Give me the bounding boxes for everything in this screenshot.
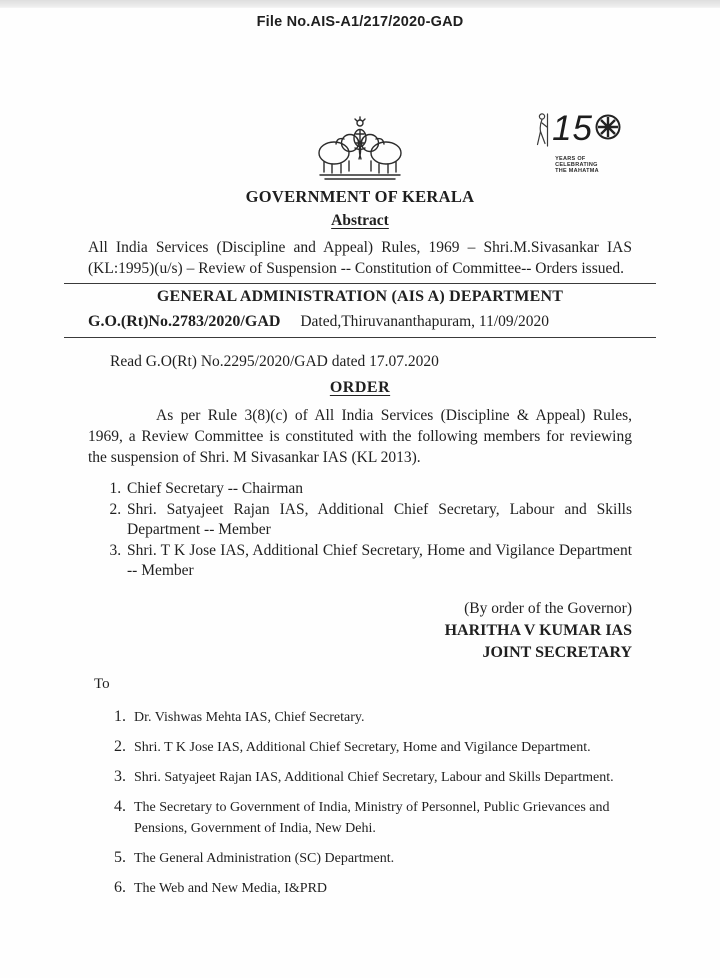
read-reference-line: Read G.O(Rt) No.2295/2020/GAD dated 17.07.2020 (110, 353, 439, 370)
go-date: Dated,Thiruvananthapuram, 11/09/2020 (300, 313, 549, 330)
committee-list (88, 479, 632, 582)
scan-edge-strip (0, 0, 720, 8)
committee-member-item: 1. Chief Secretary -- Chairman (125, 479, 632, 500)
committee-member-item: 2. Shri. Satyajeet Rajan IAS, Additional Chief Secretary, Labour and Skills Department -- Member (125, 500, 632, 541)
go-number: G.O.(Rt)No.2783/2020/GAD (88, 313, 281, 330)
by-order-line: (By order of the Governor) (464, 599, 632, 617)
gandhi-150-logo (535, 109, 622, 174)
order-heading: ORDER (329, 379, 391, 396)
addressee-item: 2. Shri. T K Jose IAS, Additional Chief Secretary, Home and Vigilance Department. (130, 736, 632, 758)
gandhi-figure-icon (535, 112, 550, 154)
order-paragraph: As per Rule 3(8)(c) of All India Services (Discipline & Appeal) Rules, 1969, a Review Committee is constituted with the following members for reviewing the suspension of Shri. M Sivasankar IAS (KL 2013). (88, 407, 632, 466)
abstract-text: All India Services (Discipline and Appeal) Rules, 1969 – Shri.M.Sivasankar IAS (KL:1995)(u/s) – Review of Suspension -- Constitution of Committee-- Orders issued. (88, 239, 632, 277)
logo-150-number: 15 (552, 109, 593, 148)
addressee-list (88, 706, 632, 899)
addressee-item: 6. The Web and New Media, I&PRD (130, 877, 632, 899)
abstract-heading: Abstract (331, 212, 389, 229)
horizontal-rule-top (64, 283, 656, 284)
addressee-item: 4. The Secretary to Government of India, Ministry of Personnel, Public Grievances and Pensions, Government of India, New Dehi. (130, 796, 632, 839)
logo-150-caption-line2: CELEBRATING (555, 162, 598, 168)
addressee-item: 5. The General Administration (SC) Department. (130, 847, 632, 869)
logo-150-caption (555, 156, 622, 174)
charkha-wheel-icon (594, 113, 622, 141)
logo-150-caption-line1: YEARS OF (555, 156, 586, 162)
signatory-name: HARITHA V KUMAR IAS (444, 621, 632, 639)
kerala-emblem-icon (311, 114, 409, 184)
horizontal-rule-bottom (64, 337, 656, 338)
go-number-line (88, 313, 632, 331)
government-title: GOVERNMENT OF KERALA (245, 187, 475, 206)
committee-member-item: 3. Shri. T K Jose IAS, Additional Chief Secretary, Home and Vigilance Department -- Member (125, 541, 632, 582)
signatory-designation: JOINT SECRETARY (482, 643, 632, 661)
department-heading: GENERAL ADMINISTRATION (AIS A) DEPARTMENT (156, 288, 564, 305)
document-body (88, 187, 632, 899)
to-label: To (94, 675, 110, 692)
file-number: File No.AIS-A1/217/2020-GAD (256, 14, 464, 30)
gandhi-150-logo-top (535, 109, 622, 154)
emblem-row (0, 109, 720, 186)
addressee-item: 1. Dr. Vishwas Mehta IAS, Chief Secretary. (130, 706, 632, 728)
addressee-item: 3. Shri. Satyajeet Rajan IAS, Additional Chief Secretary, Labour and Skills Department. (130, 766, 632, 788)
signature-block (88, 599, 632, 663)
logo-150-caption-line3: THE MAHATMA (555, 168, 599, 174)
